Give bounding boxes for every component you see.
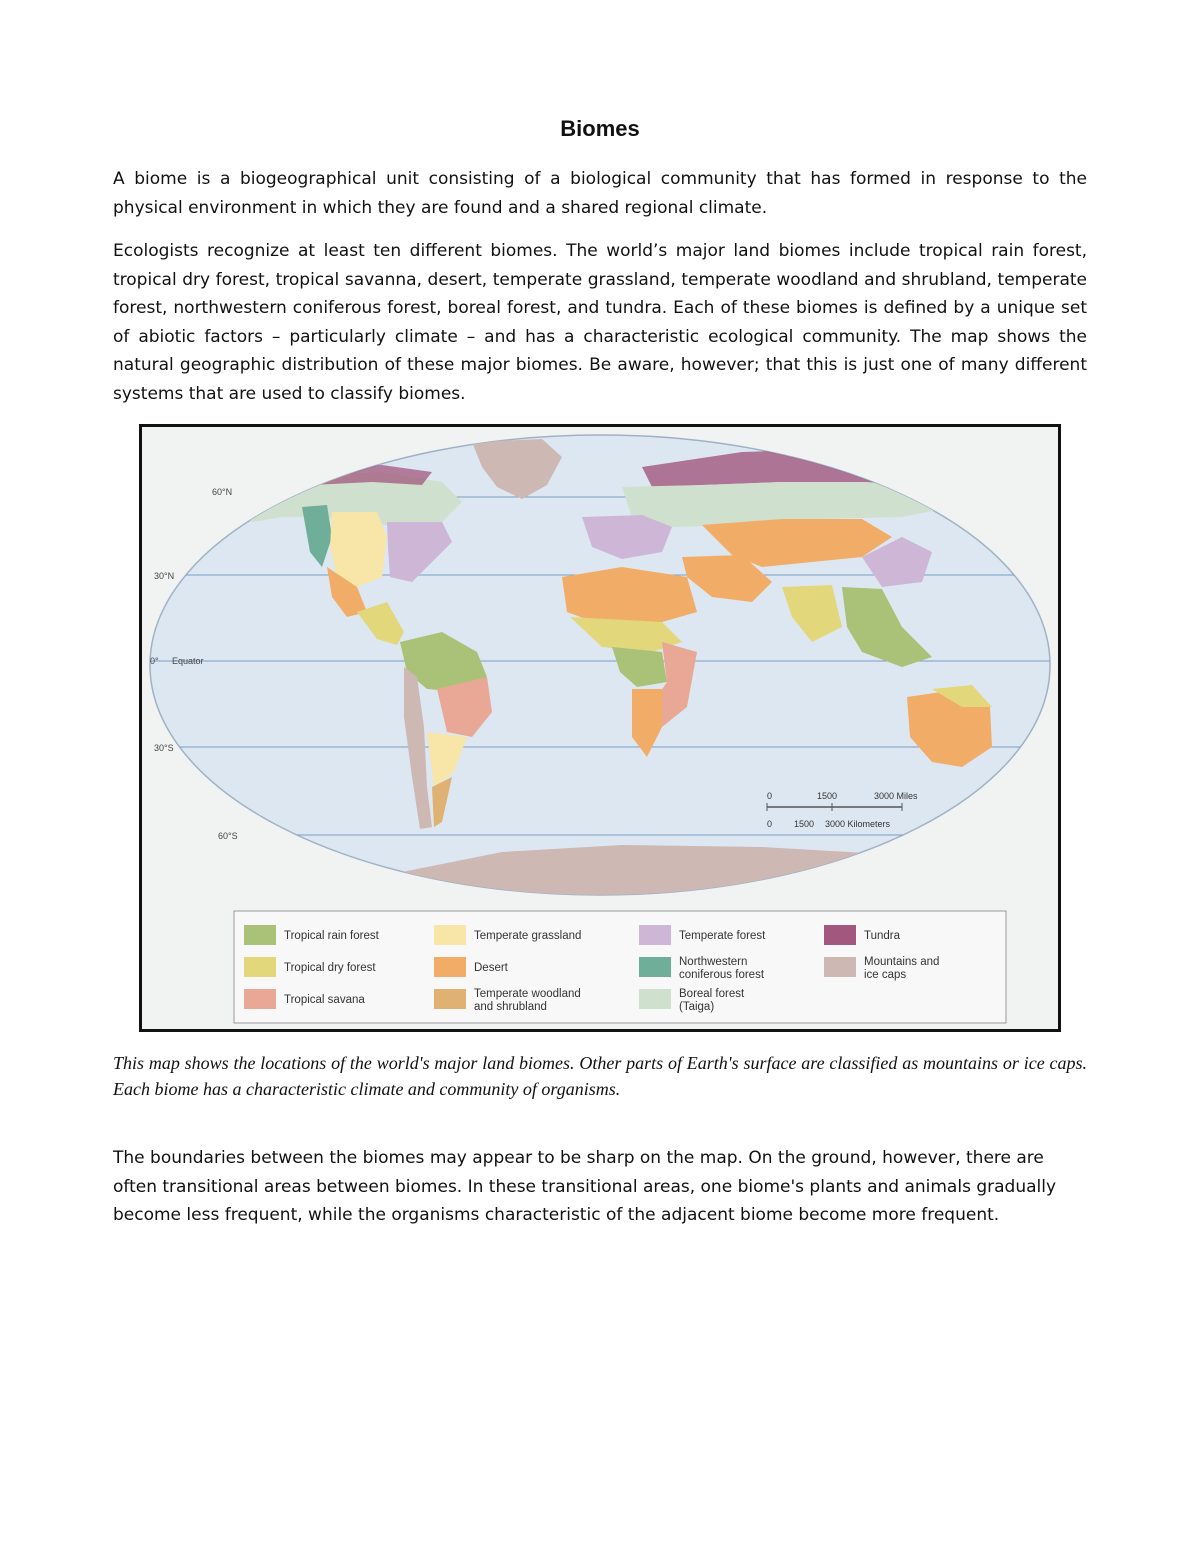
- legend-label: Temperate grassland: [474, 930, 582, 942]
- map-caption: This map shows the locations of the world's major land biomes. Other parts of Earth's surface are classified as mountains or ice caps. Each biome has a characteristic climate and community of organisms.: [113, 1053, 1087, 1099]
- legend-swatch: [824, 925, 856, 945]
- legend-label: Tropical savana: [284, 994, 365, 1006]
- legend-label-line2: coniferous forest: [679, 969, 765, 981]
- legend-label: Boreal forest: [679, 988, 745, 1000]
- legend-swatch: [639, 957, 671, 977]
- intro-paragraph: A biome is a biogeographical unit consisting of a biological community that has formed in response to the physical environment in which they are found and a shared regional climate.: [113, 169, 1087, 218]
- africa-desert: [562, 567, 697, 625]
- legend-swatch: [824, 957, 856, 977]
- scale-miles-0: 0: [767, 791, 773, 801]
- legend-label-line2: and shrubland: [474, 1001, 547, 1013]
- biome-map: [139, 424, 1061, 1032]
- legend-swatch: [244, 925, 276, 945]
- scale-km-1500: 1500: [794, 819, 815, 829]
- legend-label: Tundra: [864, 930, 901, 942]
- lat-label-equator-degree: 0°: [150, 656, 159, 666]
- page-title: Biomes: [560, 116, 640, 141]
- world-map: [142, 435, 1058, 895]
- legend-swatch: [244, 957, 276, 977]
- legend-label: Mountains and: [864, 956, 940, 968]
- legend-label: Temperate forest: [679, 930, 766, 942]
- scale-miles-3000: 3000 Miles: [874, 791, 918, 801]
- legend-swatch: [434, 957, 466, 977]
- legend-label: Tropical rain forest: [284, 930, 379, 942]
- legend-label: Tropical dry forest: [284, 962, 376, 974]
- map-legend: [234, 911, 1006, 1023]
- legend-swatch: [639, 989, 671, 1009]
- legend-label: Northwestern: [679, 956, 748, 968]
- lat-label-30n: 30°N: [154, 571, 175, 581]
- legend-swatch: [434, 989, 466, 1009]
- lat-label-30s: 30°S: [154, 743, 174, 753]
- legend-label: Desert: [474, 962, 508, 974]
- lat-label-60n: 60°N: [212, 487, 233, 497]
- lat-label-equator: Equator: [172, 656, 204, 666]
- legend-swatch: [434, 925, 466, 945]
- lat-label-60s: 60°S: [218, 831, 238, 841]
- legend-swatch: [244, 989, 276, 1009]
- scale-km-3000: 3000 Kilometers: [825, 819, 891, 829]
- scale-km-0: 0: [767, 819, 773, 829]
- boundaries-paragraph: The boundaries between the biomes may appear to be sharp on the map. On the ground, however, there are often transitional areas between biomes. In these transitional areas, one biome's plants and animals gradually become less frequent, while the organisms characteristic of the adjacent biome become more frequent.: [113, 1148, 1057, 1226]
- legend-label-line2: (Taiga): [679, 1001, 715, 1013]
- scale-miles-1500: 1500: [817, 791, 838, 801]
- biomes-paragraph: Ecologists recognize at least ten different biomes. The world’s major land biomes include tropical rain forest, tropical dry forest, tropical savanna, desert, temperate grassland, temperate woodland and shrubland, temperate forest, northwestern coniferous forest, boreal forest, and tundra. Each of these biomes is defined by a unique set of abiotic factors – particularly climate – and has a characteristic ecological community. The map shows the natural geographic distribution of these major biomes. Be aware, however; that this is just one of many different systems that are used to classify biomes.: [113, 241, 1087, 404]
- legend-label: Temperate woodland: [474, 988, 581, 1000]
- legend-swatch: [639, 925, 671, 945]
- legend-label-line2: ice caps: [864, 969, 907, 981]
